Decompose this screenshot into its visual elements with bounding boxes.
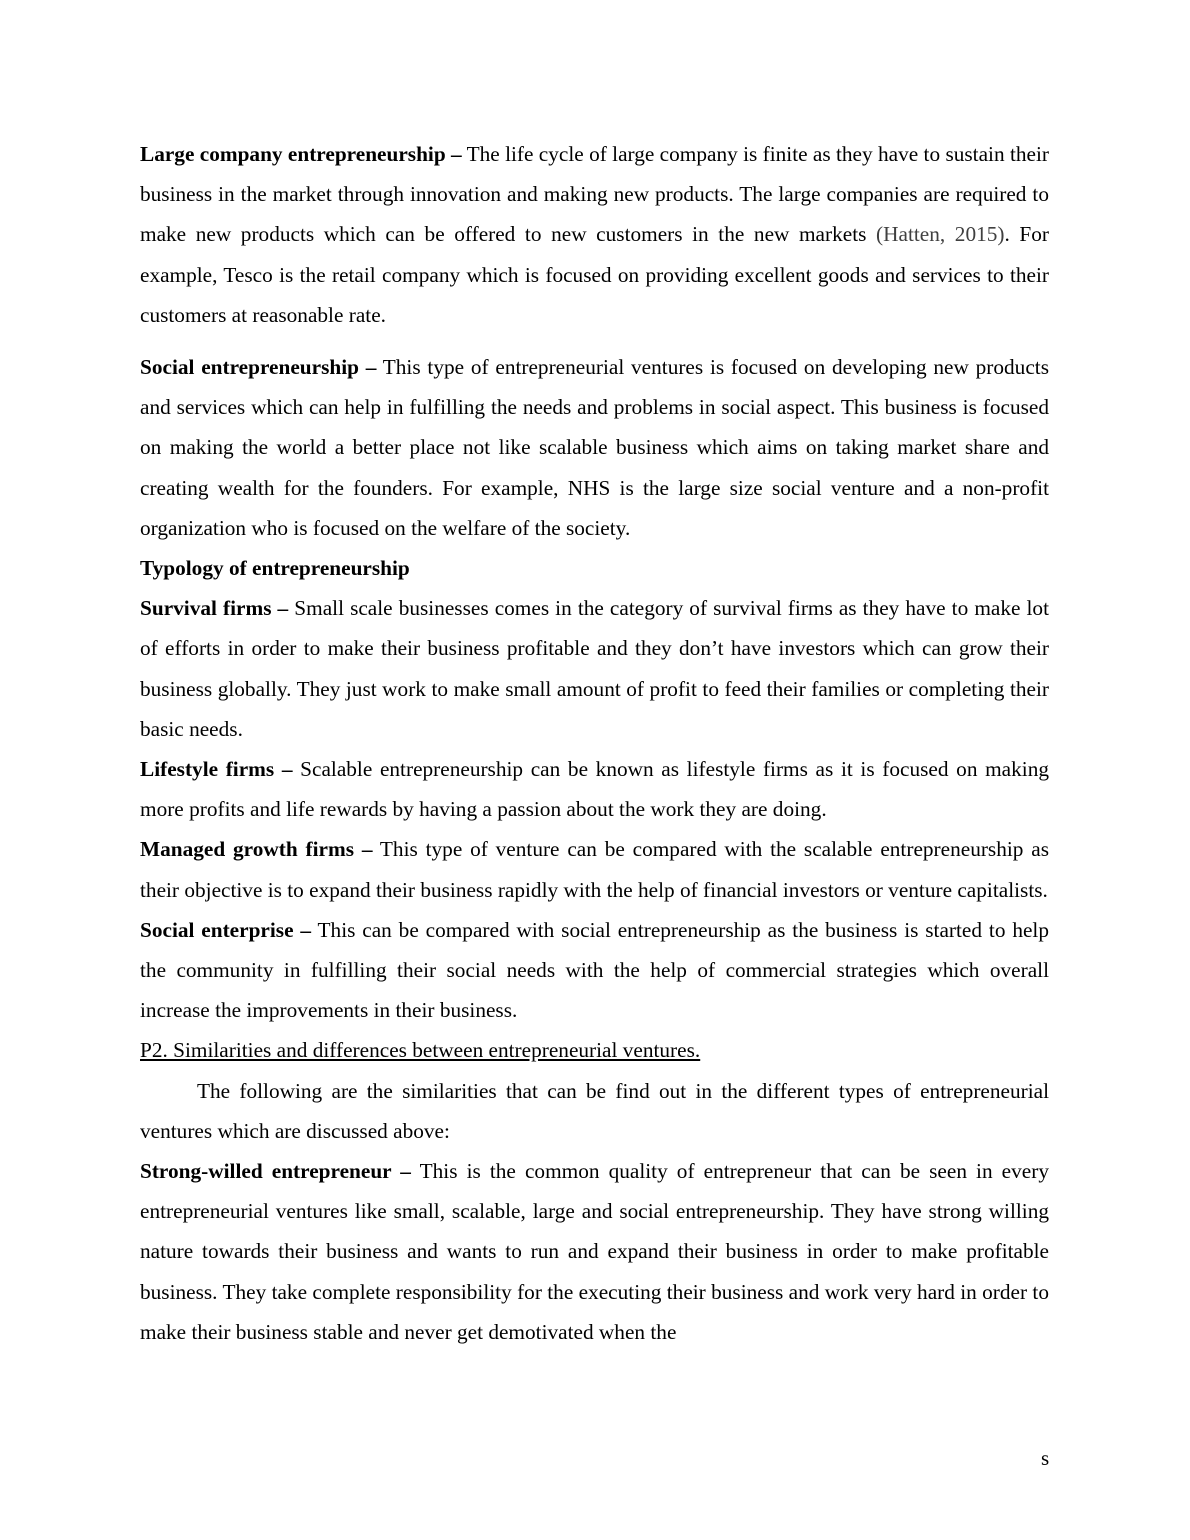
section-heading-typology: Typology of entrepreneurship	[140, 556, 410, 581]
social-enterprise-text: This can be compared with social entrepreneurship as the business is started to help the community in fulfilling their social needs with the help of commercial strategies which overall increase the improvements in their business.	[140, 917, 1049, 1023]
managed-growth-text: This type of venture can be compared with the scalable entrepreneurship as their objective is to expand their business rapidly with the help of financial investors or venture capitalists.	[140, 837, 1049, 902]
section-heading-p2: P2. Similarities and differences between entrepreneurial ventures.	[140, 1038, 701, 1063]
large-company-text: The life cycle of large company is finite as they have to sustain their business in the market through innovation and making new products. The large companies are required to make new products which can be offered to new customers in the new markets	[140, 142, 1049, 247]
lifestyle-firms-text: Scalable entrepreneurship can be known as lifestyle firms as it is focused on making more profits and life rewards by having a passion about the work they are doing.	[140, 757, 1049, 822]
paragraph-survival-firms	[140, 588, 1049, 749]
term-large-company: Large company entrepreneurship –	[140, 142, 462, 166]
survival-firms-text: Small scale businesses comes in the category of survival firms as they have to make lot of efforts in order to make their business profitable and they don’t have investors which can grow their business globally. They just work to make small amount of profit to feed their families or completing their basic needs.	[140, 596, 1049, 741]
page-number: s	[1041, 1446, 1050, 1470]
paragraph-social-enterprise	[140, 910, 1049, 1031]
paragraph-managed-growth	[140, 829, 1049, 909]
term-managed-growth: Managed growth firms –	[140, 837, 373, 862]
paragraph-large-company	[140, 134, 1049, 335]
term-social-enterprise: Social enterprise –	[140, 917, 312, 942]
document-body	[140, 134, 1049, 1352]
term-lifestyle-firms: Lifestyle firms –	[140, 757, 293, 782]
term-strong-willed: Strong-willed entrepreneur –	[140, 1159, 411, 1184]
paragraph-strong-willed	[140, 1151, 1049, 1352]
large-company-text-cont: . For example, Tesco is the retail company which is focused on providing excellent goods and services to their customers at reasonable rate.	[140, 222, 1050, 327]
paragraph-intro: The following are the similarities that can be find out in the different types of entrepreneurial ventures which are discussed above:	[140, 1078, 1049, 1143]
term-survival-firms: Survival firms –	[140, 596, 289, 621]
citation: (Hatten, 2015)	[876, 222, 1005, 247]
strong-willed-text: This is the common quality of entrepreneur that can be seen in every entrepreneurial ventures like small, scalable, large and social entrepreneurship. They have strong willing nature towards their business and wants to run and expand their business in order to make profitable business. They take complete responsibility for the executing their business and work very hard in order to make their business stable and never get demotivated when the	[140, 1159, 1049, 1344]
paragraph-lifestyle-firms	[140, 749, 1049, 829]
paragraph-social-entrepreneurship	[140, 347, 1049, 548]
term-social-entrepreneurship: Social entrepreneurship –	[140, 355, 377, 380]
social-entrepreneurship-text: This type of entrepreneurial ventures is focused on developing new products and services which can help in fulfilling the needs and problems in social aspect. This business is focused on making the world a better place not like scalable business which aims on taking market share and creating wealth for the founders. For example, NHS is the large size social venture and a non-profit organization who is focused on the welfare of the society.	[140, 355, 1049, 540]
